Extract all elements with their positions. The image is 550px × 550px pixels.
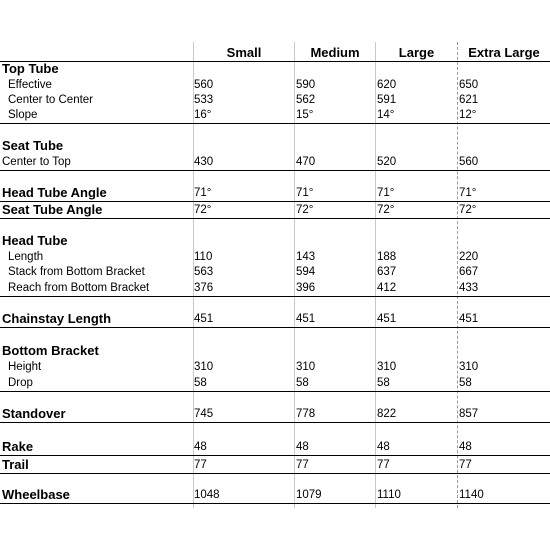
row-value: 451 (459, 313, 479, 325)
row-label: Wheelbase (2, 487, 70, 502)
row-value: 77 (459, 459, 472, 471)
table-row (0, 139, 550, 154)
row-label: Drop (8, 377, 33, 389)
row-label: Length (8, 251, 44, 263)
row-value: 58 (459, 377, 472, 389)
row-value: 58 (377, 377, 390, 389)
table-row (0, 407, 550, 423)
table-row (0, 458, 550, 474)
table-row (0, 265, 550, 280)
column-header-extra-large: Extra Large (468, 45, 540, 60)
table-row (0, 203, 550, 219)
row-value: 143 (296, 251, 316, 263)
table-row (0, 440, 550, 456)
row-label: Height (8, 361, 42, 373)
row-value: 48 (194, 441, 207, 453)
row-value: 470 (296, 156, 316, 168)
row-label: Trail (2, 457, 29, 472)
row-value: 451 (194, 313, 214, 325)
column-header-medium: Medium (310, 45, 360, 60)
row-label: Chainstay Length (2, 311, 112, 326)
row-value: 650 (459, 79, 479, 91)
row-value: 77 (296, 459, 309, 471)
row-value: 621 (459, 94, 479, 106)
row-value: 620 (377, 79, 397, 91)
column-header-large: Large (398, 45, 435, 60)
row-label: Standover (2, 406, 66, 421)
row-value: 562 (296, 94, 316, 106)
table-row (0, 78, 550, 93)
row-value: 430 (194, 156, 214, 168)
row-value: 451 (377, 313, 397, 325)
row-label: Slope (8, 109, 38, 121)
table-row (0, 186, 550, 202)
column-header-small: Small (226, 45, 262, 60)
row-value: 667 (459, 266, 479, 278)
row-value: 594 (296, 266, 316, 278)
row-label: Rake (2, 439, 34, 454)
row-value: 1140 (459, 489, 484, 501)
row-label: Effective (8, 79, 52, 91)
row-value: 310 (377, 361, 397, 373)
section-title: Top Tube (2, 61, 59, 76)
row-value: 745 (194, 408, 214, 420)
row-value: 433 (459, 282, 479, 294)
row-value: 1048 (194, 489, 220, 501)
row-value: 48 (296, 441, 309, 453)
row-value: 72° (296, 204, 314, 216)
table-row (0, 155, 550, 171)
table-row (0, 234, 550, 249)
row-value: 637 (377, 266, 397, 278)
row-value: 77 (194, 459, 207, 471)
row-value: 310 (296, 361, 316, 373)
table-row (0, 281, 550, 297)
row-value: 310 (194, 361, 214, 373)
row-value: 376 (194, 282, 214, 294)
table-row (0, 488, 550, 504)
row-value: 533 (194, 94, 214, 106)
row-value: 220 (459, 251, 479, 263)
row-value: 72° (194, 204, 212, 216)
row-label: Stack from Bottom Bracket (8, 266, 145, 278)
row-value: 58 (296, 377, 309, 389)
row-value: 560 (459, 156, 479, 168)
row-value: 16° (194, 109, 212, 121)
row-value: 48 (377, 441, 390, 453)
row-value: 591 (377, 94, 397, 106)
row-value: 71° (296, 187, 314, 199)
row-value: 778 (296, 408, 316, 420)
row-label: Center to Top (2, 156, 71, 168)
table-row (0, 344, 550, 359)
table-row (0, 312, 550, 328)
table-row (0, 360, 550, 375)
row-value: 14° (377, 109, 395, 121)
row-value: 48 (459, 441, 472, 453)
row-value: 590 (296, 79, 316, 91)
row-value: 15° (296, 109, 314, 121)
section-title: Head Tube (2, 233, 68, 248)
row-value: 396 (296, 282, 316, 294)
row-value: 560 (194, 79, 214, 91)
row-value: 520 (377, 156, 397, 168)
row-value: 72° (377, 204, 395, 216)
table-row (0, 376, 550, 392)
row-value: 188 (377, 251, 397, 263)
table-row (0, 108, 550, 124)
row-value: 451 (296, 313, 316, 325)
row-value: 310 (459, 361, 479, 373)
row-value: 110 (194, 251, 213, 263)
row-value: 1079 (296, 489, 322, 501)
section-title: Bottom Bracket (2, 343, 99, 358)
row-value: 563 (194, 266, 214, 278)
table-row (0, 62, 550, 77)
row-value: 77 (377, 459, 390, 471)
row-value: 71° (194, 187, 212, 199)
row-value: 857 (459, 408, 479, 420)
row-value: 12° (459, 109, 477, 121)
table-row (0, 93, 550, 108)
row-label: Seat Tube Angle (2, 202, 103, 217)
row-value: 72° (459, 204, 477, 216)
section-title: Seat Tube (2, 138, 64, 153)
row-value: 412 (377, 282, 397, 294)
row-label: Head Tube Angle (2, 185, 107, 200)
row-value: 1110 (377, 489, 401, 501)
row-label: Center to Center (8, 94, 94, 106)
row-label: Reach from Bottom Bracket (8, 282, 150, 294)
row-value: 71° (377, 187, 395, 199)
table-row (0, 250, 550, 265)
row-value: 71° (459, 187, 477, 199)
row-value: 822 (377, 408, 397, 420)
row-value: 58 (194, 377, 207, 389)
